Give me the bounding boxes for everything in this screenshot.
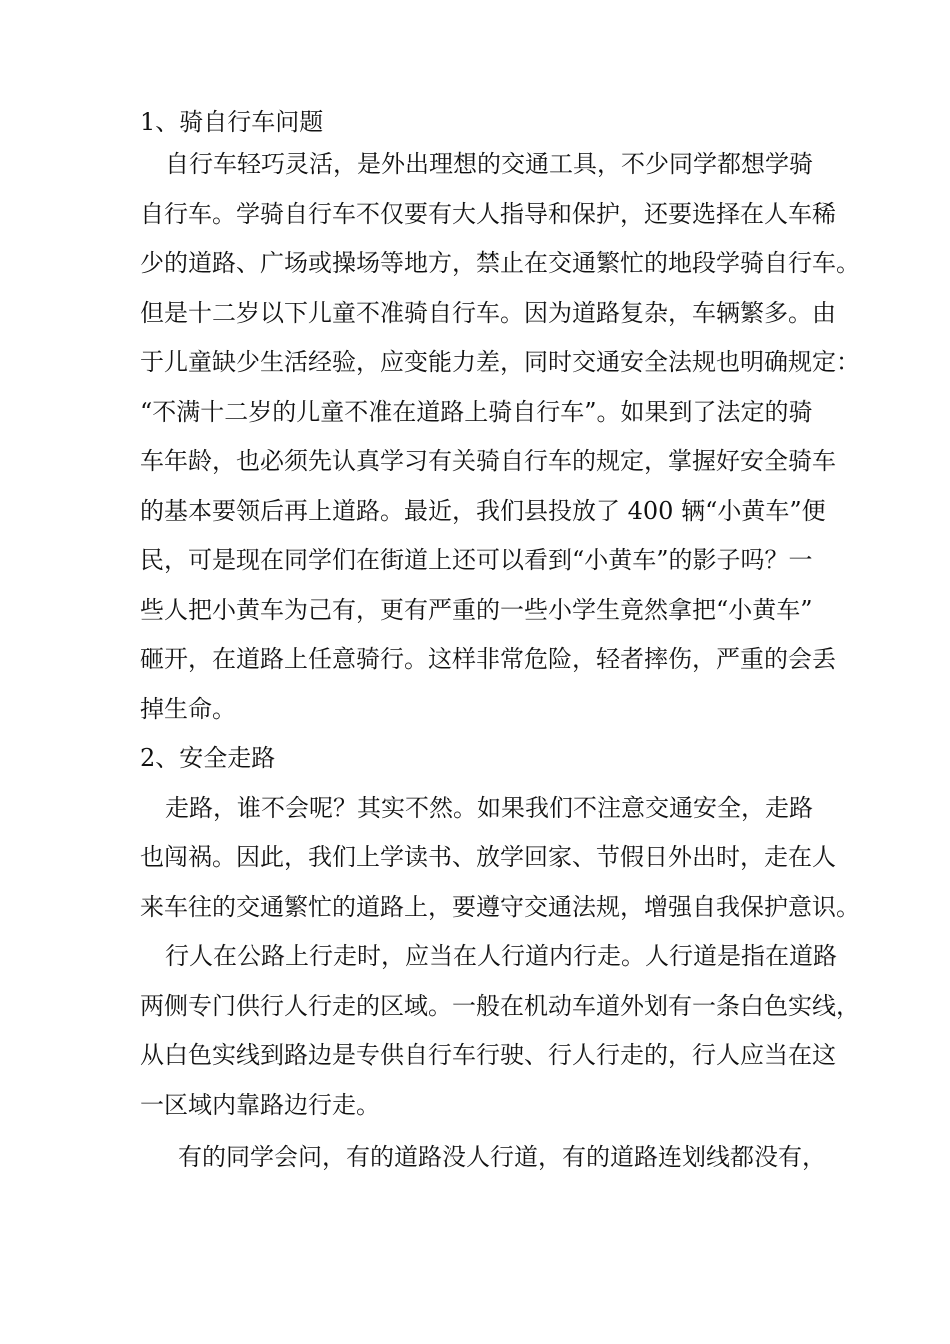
section-1-line-1: 自行车轻巧灵活，是外出理想的交通工具，不少同学都想学骑: [165, 150, 813, 178]
section-2-heading: 2、安全走路: [140, 744, 276, 772]
section-1-line-7: 车年龄，也必须先认真学习有关骑自行车的规定，掌握好安全骑车: [140, 447, 836, 475]
section-1-line-3: 少的道路、广场或操场等地方，禁止在交通繁忙的地段学骑自行车。: [140, 249, 860, 277]
section-1-line-4: 但是十二岁以下儿童不准骑自行车。因为道路复杂，车辆繁多。由: [140, 299, 836, 327]
section-1-line-5: 于儿童缺少生活经验，应变能力差，同时交通安全法规也明确规定：: [140, 348, 860, 376]
section-1-line-11: 砸开，在道路上任意骑行。这样非常危险，轻者摔伤，严重的会丢: [140, 645, 836, 673]
section-2-p1-line-2: 也闯祸。因此，我们上学读书、放学回家、节假日外出时，走在人: [140, 843, 836, 871]
section-1-heading: 1、骑自行车问题: [140, 108, 324, 136]
section-2-p2-line-4: 一区域内靠路边行走。: [140, 1091, 380, 1119]
section-2-p3-line-1: 有的同学会问，有的道路没人行道，有的道路连划线都没有，: [178, 1143, 826, 1171]
section-1-line-8: 的基本要领后再上道路。最近，我们县投放了 400 辆“小黄车”便: [140, 497, 826, 525]
section-1-line-9: 民，可是现在同学们在街道上还可以看到“小黄车”的影子吗？一: [140, 546, 813, 574]
section-1-line-12: 掉生命。: [140, 695, 236, 723]
section-2-p1-line-1: 走路，谁不会呢？其实不然。如果我们不注意交通安全，走路: [165, 794, 813, 822]
section-1-line-2: 自行车。学骑自行车不仅要有大人指导和保护，还要选择在人车稀: [140, 200, 836, 228]
section-2-p1-line-3: 来车往的交通繁忙的道路上，要遵守交通法规，增强自我保护意识。: [140, 893, 860, 921]
section-2-p2-line-3: 从白色实线到路边是专供自行车行驶、行人行走的，行人应当在这: [140, 1041, 836, 1069]
section-2-p2-line-2: 两侧专门供行人行走的区域。一般在机动车道外划有一条白色实线，: [140, 992, 860, 1020]
section-2-p2-line-1: 行人在公路上行走时，应当在人行道内行走。人行道是指在道路: [165, 942, 837, 970]
section-1-line-10: 些人把小黄车为己有，更有严重的一些小学生竟然拿把“小黄车”: [140, 596, 813, 624]
section-1-line-6: “不满十二岁的儿童不准在道路上骑自行车”。如果到了法定的骑: [140, 398, 813, 426]
